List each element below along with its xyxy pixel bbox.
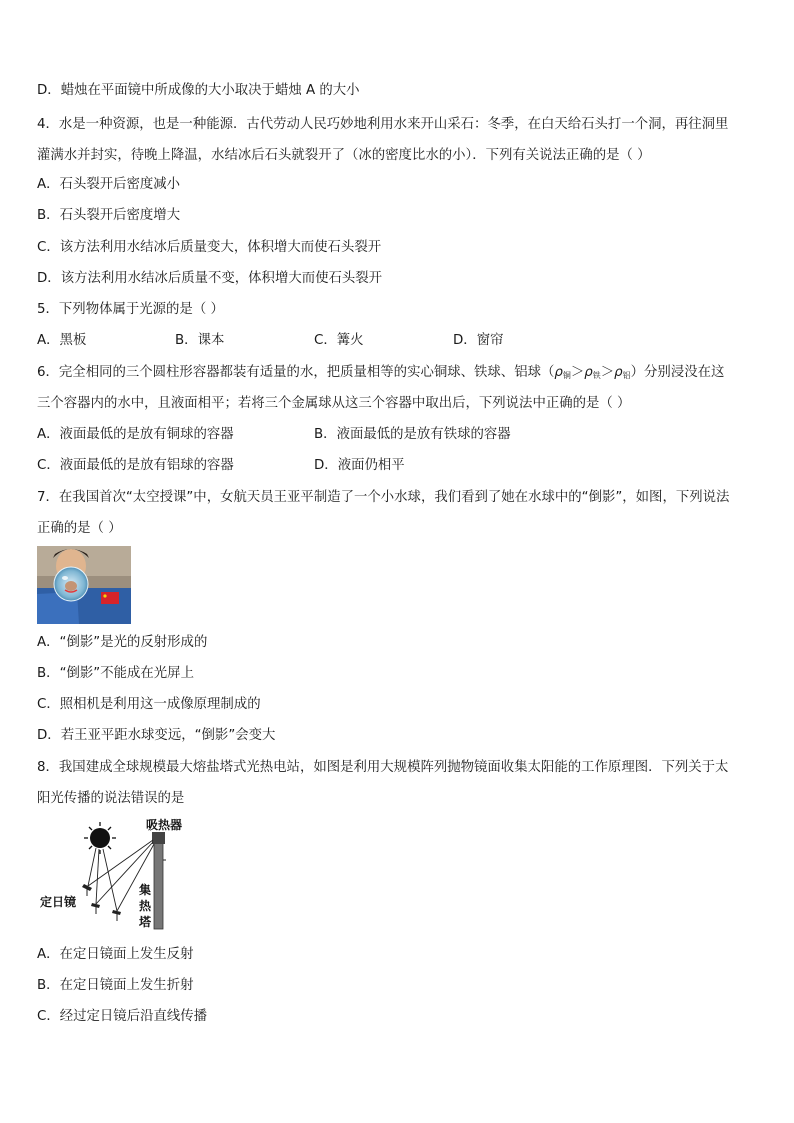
q5-stem: 5．下列物体属于光源的是（ ） — [37, 302, 224, 317]
q4-option-c: C．该方法利用水结冰后质量变大，体积增大而使石头裂开 — [37, 240, 382, 255]
q6-stem-pre: 6．完全相同的三个圆柱形容器都装有适量的水，把质量相等的实心铜球、铁球、铝球（ — [37, 365, 555, 380]
q6-stem-line1: 6．完全相同的三个圆柱形容器都装有适量的水，把质量相等的实心铜球、铁球、铝球$(\rho_铜>\rho_铁>\rho_铝)$分别浸没在这 — [37, 365, 725, 380]
q4-option-d: D．该方法利用水结冰后质量不变，体积增大而使石头裂开 — [37, 271, 383, 286]
q3-option-d: D．蜡烛在平面镜中所成像的大小取决于蜡烛 A 的大小 — [37, 83, 360, 98]
q6-option-d: D．液面仍相平 — [314, 458, 405, 473]
q7-option-a: A．“倒影”是光的反射形成的 — [37, 635, 208, 650]
q8-option-b: B．在定日镜面上发生折射 — [37, 978, 194, 993]
label-tower-2: 热 — [139, 899, 152, 913]
q8-stem-line2: 阳光传播的说法错误的是 — [37, 791, 185, 806]
q6-option-a: A．液面最低的是放有铜球的容器 — [37, 427, 234, 442]
q6-option-c: C．液面最低的是放有铝球的容器 — [37, 458, 234, 473]
astronaut-water-ball-photo — [37, 546, 131, 624]
q5-option-b: B．课本 — [175, 333, 225, 348]
label-tower-3: 塔 — [139, 915, 152, 929]
q8-stem-line1: 8．我国建成全球规模最大熔盐塔式光热电站，如图是利用大规模阵列抛物镜面收集太阳能的工作原理图．下列关于太 — [37, 760, 729, 775]
q5-option-c: C．篝火 — [314, 333, 364, 348]
q7-option-d: D．若王亚平距水球变远，“倒影”会变大 — [37, 728, 276, 743]
label-heliostat: 定日镜 — [40, 895, 77, 909]
q6-option-b: B．液面最低的是放有铁球的容器 — [314, 427, 511, 442]
q4-stem-line1: 4．水是一种资源，也是一种能源．古代劳动人民巧妙地利用水来开山采石：冬季，在白天给石头打一个洞，再往洞里 — [37, 117, 729, 132]
q6-stem-line2: 三个容器内的水中，且液面相平；若将三个金属球从这三个容器中取出后，下列说法中正确的是（ ） — [37, 396, 631, 411]
q7-stem-line1: 7．在我国首次“太空授课”中，女航天员王亚平制造了一个小水球，我们看到了她在水球中的“倒影”，如图，下列说法 — [37, 490, 730, 505]
q5-option-a: A．黑板 — [37, 333, 87, 348]
tower-body — [154, 834, 163, 929]
solar-tower-diagram — [38, 818, 198, 934]
q7-option-c: C．照相机是利用这一成像原理制成的 — [37, 697, 261, 712]
q8-option-a: A．在定日镜面上发生反射 — [37, 947, 194, 962]
q7-stem-line2: 正确的是（ ） — [37, 521, 122, 536]
sun-icon — [84, 822, 116, 854]
q7-option-b: B．“倒影”不能成在光屏上 — [37, 666, 194, 681]
label-absorber: 吸热器 — [146, 818, 183, 832]
absorber-block — [152, 832, 165, 844]
q4-stem-line2: 灌满水并封实，待晚上降温，水结冰后石头就裂开了（冰的密度比水的小）．下列有关说法正确的是（ ） — [37, 148, 651, 163]
q5-option-d: D．窗帘 — [453, 333, 504, 348]
q4-option-a: A．石头裂开后密度减小 — [37, 177, 181, 192]
label-tower-1: 集 — [139, 883, 152, 897]
q4-option-b: B．石头裂开后密度增大 — [37, 208, 181, 223]
q8-option-c: C．经过定日镜后沿直线传播 — [37, 1009, 208, 1024]
q6-stem-post: ）分别浸没在这 — [630, 365, 725, 380]
